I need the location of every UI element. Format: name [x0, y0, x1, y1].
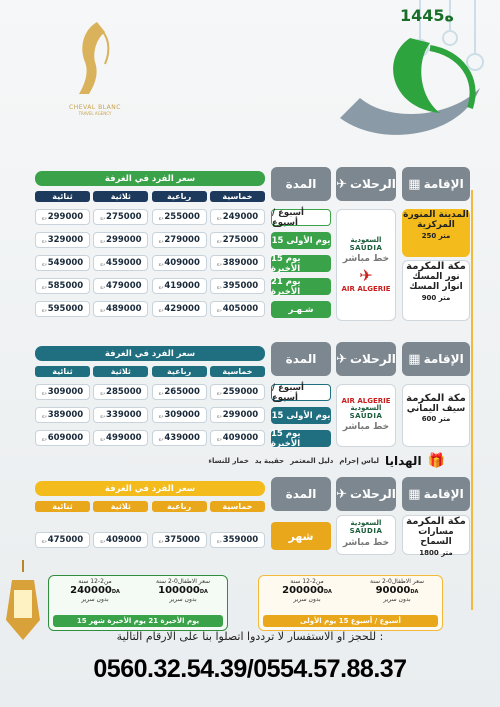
air-algerie-logo: ✈ AIR ALGERIE — [341, 266, 391, 294]
room-type: ثنائية — [35, 191, 90, 202]
kids-prices-right — [258, 575, 443, 631]
direct-flight: خط مباشر — [342, 254, 390, 265]
gifts-title: الهدايا — [384, 454, 422, 468]
flights-label: الرحلات — [350, 352, 396, 366]
horse-logo-icon — [65, 18, 125, 98]
duration-header — [271, 477, 331, 511]
duration-cell: شهر — [271, 522, 331, 550]
price-row — [35, 301, 265, 318]
duration-cell: 15 يوم الأخيرة — [271, 430, 331, 447]
flights-header — [336, 342, 396, 376]
price-row — [35, 430, 265, 447]
kids-price: سعر الاطفال0-2 سنة 100000DA بدون سرير — [155, 578, 211, 603]
price-cell: دج 285000 — [93, 384, 148, 400]
room-type: خماسية — [210, 366, 265, 377]
price-cell: دج 479000 — [93, 278, 148, 294]
room-type: رباعية — [152, 501, 207, 512]
price-cell: دج 419000 — [152, 278, 207, 294]
hotel-distance: 1800 متر — [419, 548, 453, 557]
flights-header — [336, 167, 396, 201]
price-cell: دج 389000 — [210, 255, 265, 271]
price-row — [35, 278, 265, 295]
gift-item: لباس إحرام — [339, 457, 379, 465]
hotel-name: مسارات السماح — [418, 527, 454, 548]
accent-line — [471, 190, 473, 610]
kids-duration-bar: أسبوع / أسبوع 15 يوم الأولى — [263, 615, 438, 627]
price-cell: دج 309000 — [152, 407, 207, 423]
price-cell: دج 265000 — [152, 384, 207, 400]
price-cell: دج 299000 — [210, 407, 265, 423]
duration-cell: 15 يوم الأخيرة — [271, 255, 331, 272]
room-type: ثنائية — [35, 501, 90, 512]
residence-header — [402, 477, 470, 511]
airplane-icon: ✈ — [336, 486, 347, 502]
residence-label: الإقامة — [423, 352, 464, 366]
duration-cell: شـهـر — [271, 301, 331, 318]
duration-cell: أسبوع / أسبوع — [271, 384, 331, 401]
kids-prices-left — [48, 575, 228, 631]
price-cell: دج 549000 — [35, 255, 90, 271]
hotel-distance: 900 متر — [421, 293, 451, 302]
duration-label: المدة — [285, 487, 317, 501]
price-cell: دج 439000 — [152, 430, 207, 446]
duration-cell: 21 يوم الأخيرة — [271, 278, 331, 295]
duration-header — [271, 167, 331, 201]
duration-cell: 15 يوم الأولى — [271, 232, 331, 249]
hotel-name: نور المسك انوار المسك — [409, 272, 463, 293]
hotel-makkah — [402, 515, 470, 555]
gift-box-icon: 🎁 — [427, 453, 445, 469]
hotel-distance: 250 متر — [421, 231, 451, 240]
gifts-row — [160, 453, 445, 469]
hotel-distance: 600 متر — [421, 415, 451, 424]
price-title: سعر الفرد في الغرفة — [35, 346, 265, 361]
price-cell: دج 405000 — [210, 301, 265, 317]
price-cell: دج 585000 — [35, 278, 90, 294]
room-type: ثنائية — [35, 366, 90, 377]
duration-cell: 15 يوم الأولى — [271, 407, 331, 424]
hotel-city: مكة المكرمة — [406, 261, 466, 272]
airline-box — [336, 515, 396, 555]
room-type: رباعية — [152, 366, 207, 377]
price-cell: دج 375000 — [152, 532, 207, 548]
duration-cell: أسبوع / أسبوع — [271, 209, 331, 226]
room-type: ثلاثية — [93, 366, 148, 377]
price-cell: دج 429000 — [152, 301, 207, 317]
room-type-headers — [35, 191, 265, 202]
price-cell: دج 459000 — [93, 255, 148, 271]
price-cell: دج 359000 — [210, 532, 265, 548]
price-cell: دج 275000 — [210, 232, 265, 248]
duration-label: المدة — [285, 177, 317, 191]
price-cell: دج 475000 — [35, 532, 90, 548]
saudia-logo: السعودية SAUDIA — [349, 403, 383, 420]
direct-flight: خط مباشر — [342, 537, 390, 548]
hotel-makkah — [402, 260, 470, 321]
hijri-year: ه1445 — [400, 6, 454, 25]
hotel-icon: ▦ — [408, 351, 421, 367]
room-type-headers — [35, 501, 265, 512]
airline-box — [336, 209, 396, 321]
airplane-icon: ✈ — [336, 351, 347, 367]
duration-header — [271, 342, 331, 376]
price-cell: دج 259000 — [210, 384, 265, 400]
airline-box — [336, 384, 396, 447]
hotel-icon: ▦ — [408, 486, 421, 502]
price-cell: دج 275000 — [93, 209, 148, 225]
price-cell: دج 299000 — [35, 209, 90, 225]
residence-header — [402, 342, 470, 376]
agency-logo — [62, 18, 128, 130]
direct-flight: خط مباشر — [342, 422, 390, 433]
price-row — [35, 407, 265, 424]
room-type: رباعية — [152, 191, 207, 202]
flights-label: الرحلات — [350, 177, 396, 191]
price-title: سعر الفرد في الغرفة — [35, 481, 265, 496]
hotel-city: مكة المكرمة — [406, 516, 466, 527]
room-type-headers — [35, 366, 265, 377]
room-type: ثلاثية — [93, 191, 148, 202]
price-row — [35, 232, 265, 249]
price-cell: دج 489000 — [93, 301, 148, 317]
hotel-medina — [402, 209, 470, 257]
price-cell: دج 409000 — [210, 430, 265, 446]
room-type: ثلاثية — [93, 501, 148, 512]
kids-price: من2-12 سنة 240000DA بدون سرير — [70, 578, 120, 603]
price-cell: دج 409000 — [93, 532, 148, 548]
price-cell: دج 309000 — [35, 384, 90, 400]
flights-header — [336, 477, 396, 511]
hotel-icon: ▦ — [408, 176, 421, 192]
hotel-city: مكة المكرمة — [406, 393, 466, 404]
hotel-makkah — [402, 384, 470, 447]
price-cell: دج 409000 — [152, 255, 207, 271]
hotel-name: سيف اليماني — [406, 404, 466, 414]
price-cell: دج 279000 — [152, 232, 207, 248]
room-type: خماسية — [210, 501, 265, 512]
residence-label: الإقامة — [423, 177, 464, 191]
price-row — [35, 209, 265, 226]
saudia-logo: السعودية SAUDIA — [349, 519, 383, 535]
price-cell: دج 389000 — [35, 407, 90, 423]
logo-brand: CHEVAL BLANC — [69, 104, 121, 111]
residence-label: الإقامة — [423, 487, 464, 501]
price-row — [35, 255, 265, 272]
airplane-icon: ✈ — [336, 176, 347, 192]
price-title: سعر الفرد في الغرفة — [35, 171, 265, 186]
logo-sub: TRAVEL AGENCY — [78, 111, 112, 116]
price-cell: دج 249000 — [210, 209, 265, 225]
phone-numbers[interactable]: 0560.32.54.39/0554.57.88.37 — [93, 655, 407, 683]
saudia-logo: السعودية SAUDIA — [349, 235, 383, 252]
residence-header — [402, 167, 470, 201]
price-cell: دج 255000 — [152, 209, 207, 225]
price-cell: دج 395000 — [210, 278, 265, 294]
kids-duration-bar: 15 يوم الأخيرة 21 يوم الأخيرة شهر — [53, 615, 223, 627]
duration-label: المدة — [285, 352, 317, 366]
flights-label: الرحلات — [350, 487, 396, 501]
price-row — [35, 532, 265, 549]
ramadan-crescent-icon — [320, 18, 495, 138]
price-cell: دج 329000 — [35, 232, 90, 248]
price-row — [35, 384, 265, 401]
contact-text: للحجز او الاستفسار لا ترددوا اتصلوا بنا على الارقام التالية : — [116, 630, 384, 643]
gift-item: حقيبة يد — [254, 457, 285, 465]
kids-price: من2-12 سنة 200000DA بدون سرير — [282, 578, 332, 603]
price-cell: دج 339000 — [93, 407, 148, 423]
gift-item: خمار للنساء — [208, 457, 249, 465]
price-cell: دج 299000 — [93, 232, 148, 248]
air-algerie-logo: AIR ALGERIE — [341, 396, 391, 405]
room-type: خماسية — [210, 191, 265, 202]
price-cell: دج 595000 — [35, 301, 90, 317]
price-cell: دج 609000 — [35, 430, 90, 446]
price-cell: دج 499000 — [93, 430, 148, 446]
gift-item: دليل المعتمر — [290, 457, 334, 465]
kids-price: سعر الاطفال0-2 سنة 90000DA بدون سرير — [369, 578, 425, 603]
hotel-name: المدينة المنورة المركزية — [403, 210, 469, 231]
